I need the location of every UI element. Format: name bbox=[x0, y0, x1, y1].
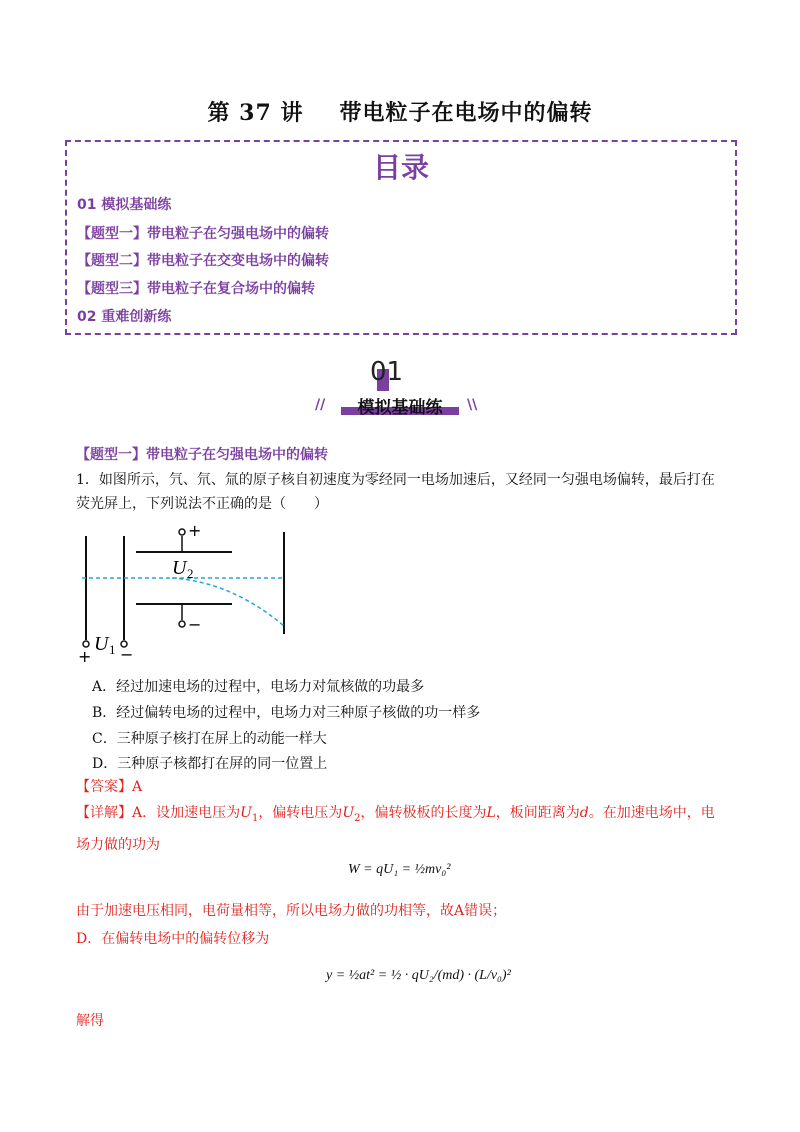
deflection-diagram bbox=[72, 522, 302, 662]
formula-displacement: y = ½at² = ½ · qU₂/(md) · (L/v₀)² bbox=[326, 968, 511, 983]
symbol-sub: 2 bbox=[354, 812, 361, 824]
top-terminal bbox=[179, 529, 185, 535]
explanation-text: 【详解】A．设加速电压为 bbox=[76, 805, 241, 821]
explanation-paragraph bbox=[76, 800, 726, 858]
explanation-text: ，板间距离为 bbox=[495, 805, 580, 821]
top-plus-sign: + bbox=[188, 522, 202, 540]
toc-item[interactable]: 02 重难创新练 bbox=[77, 309, 172, 325]
u2-label: U bbox=[172, 557, 187, 579]
toc-item[interactable]: 【题型三】带电粒子在复合场中的偏转 bbox=[77, 281, 315, 297]
lecture-number: 第 37 讲 bbox=[207, 100, 304, 126]
page-title bbox=[0, 96, 800, 127]
option-c[interactable]: C．三种原子核打在屏上的动能一样大 bbox=[92, 731, 327, 747]
section-title: 【题型一】带电粒子在匀强电场中的偏转 bbox=[76, 447, 328, 463]
question-text: 1．如图所示，氕、氘、氚的原子核自初速度为零经同一电场加速后，又经同一匀强电场偏转，最后打在荧光屏上，下列说法不正确的是（ ） bbox=[76, 472, 715, 512]
explanation-line-2: 由于加速电压相同，电荷量相等，所以电场力做的功相等，故A错误； bbox=[76, 903, 507, 919]
explanation-line-4: 解得 bbox=[76, 1013, 104, 1029]
explanation-text: ，偏转电压为 bbox=[258, 805, 343, 821]
formula-work: W = qU₁ = ½mv₀² bbox=[348, 862, 451, 877]
option-d[interactable]: D．三种原子核都打在屏的同一位置上 bbox=[92, 756, 328, 772]
u1-subscript: 1 bbox=[109, 642, 116, 657]
explanation-text: ，偏转极板的长度为 bbox=[360, 805, 487, 821]
badge-label: 模拟基础练 bbox=[357, 398, 443, 418]
badge-number: 01 bbox=[370, 357, 404, 387]
lecture-topic: 带电粒子在电场中的偏转 bbox=[339, 100, 593, 126]
left-minus-sign: − bbox=[120, 645, 134, 662]
toc-item[interactable]: 【题型一】带电粒子在匀强电场中的偏转 bbox=[77, 226, 329, 242]
toc-heading: 目录 bbox=[372, 151, 429, 184]
section-badge bbox=[315, 357, 485, 423]
symbol-u: U bbox=[342, 805, 355, 821]
toc-item[interactable]: 【题型二】带电粒子在交变电场中的偏转 bbox=[77, 253, 329, 269]
left-slash-decoration: // bbox=[315, 397, 326, 413]
right-slash-decoration: \\ bbox=[467, 397, 478, 413]
u1-label: U bbox=[94, 633, 109, 655]
answer-label: 【答案】A bbox=[76, 779, 143, 795]
explanation-line-3: D．在偏转电场中的偏转位移为 bbox=[76, 931, 270, 947]
left-plus-sign: + bbox=[78, 647, 92, 662]
option-b[interactable]: B．经过偏转电场的过程中，电场力对三种原子核做的功一样多 bbox=[92, 705, 481, 721]
u2-subscript: 2 bbox=[187, 566, 194, 581]
symbol-d: d bbox=[579, 805, 589, 821]
toc-item[interactable]: 01 模拟基础练 bbox=[77, 197, 172, 213]
bottom-minus-sign: − bbox=[188, 615, 202, 634]
table-of-contents bbox=[65, 140, 737, 335]
symbol-u: U bbox=[240, 805, 252, 821]
option-a[interactable]: A．经过加速电场的过程中，电场力对氚核做的功最多 bbox=[92, 679, 425, 695]
symbol-l: L bbox=[486, 805, 496, 821]
bottom-terminal bbox=[179, 621, 185, 627]
explanation-text: 。在加速电场中，电场力做的功为 bbox=[76, 805, 715, 853]
symbol-sub: 1 bbox=[251, 812, 259, 824]
